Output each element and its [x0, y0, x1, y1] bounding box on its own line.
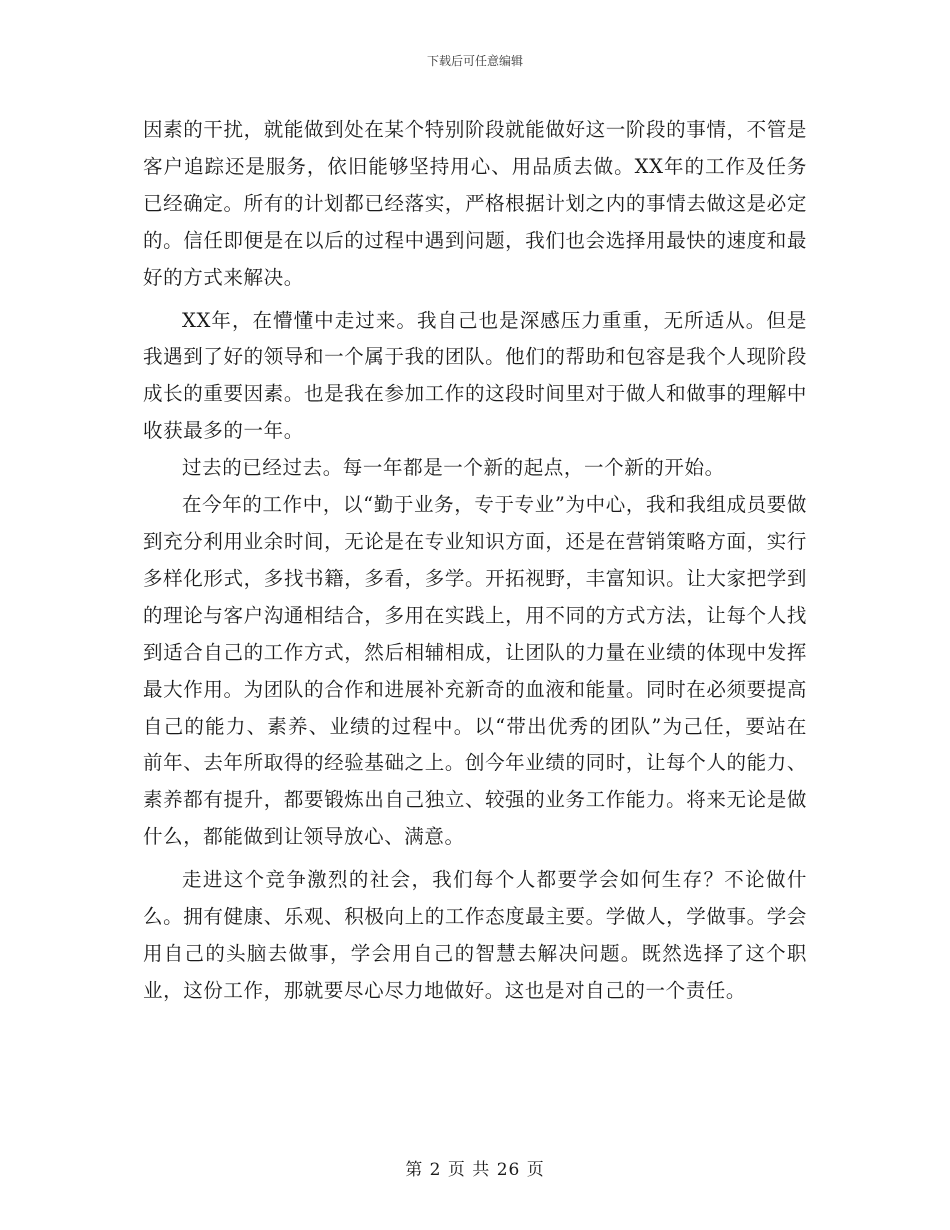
paragraph-past: 过去的已经过去。每一年都是一个新的起点，一个新的开始。 — [182, 456, 725, 480]
paragraph-continuation: 因素的干扰，就能做到处在某个特别阶段就能做好这一阶段的事情，不管是客户追踪还是服务，依旧能够坚持用心、用品质去做。XX年的工作及任务已经确定。所有的计划都已经落实，严格根据计划之内的事情去做这是必定的。信任即便是在以后的过程中遇到问题，我们也会选择用最快的速度和最好的方式来解决。 — [143, 118, 807, 289]
page-header: 下载后可任意编辑 — [426, 54, 523, 68]
paragraph-this-year-work: 在今年的工作中，以“勤于业务，专于专业”为中心，我和我组成员要做到充分利用业余时间，无论是在专业知识方面，还是在营销策略方面，实行多样化形式，多找书籍，多看，多学。开拓视野，丰富知识。让大家把学到的理论与客户沟通相结合，多用在实践上，用不同的方式方法，让每个人找到适合自己的工作方式，然后相辅相成，让团队的力量在业绩的体现中发挥最大作用。为团队的合作和进展补充新奇的血液和能量。同时在必须要提高自己的能力、素养、业绩的过程中。以“带出优秀的团队”为己任，要站在前年、去年所取得的经验基础之上。创今年业绩的同时，让每个人的能力、素养都有提升，都要锻炼出自己独立、较强的业务工作能力。将来无论是做什么，都能做到让领导放心、满意。 — [143, 493, 807, 849]
page-number: 第 2 页 共 26 页 — [405, 1160, 545, 1180]
document-body — [143, 112, 807, 1010]
paragraph-xx-year: XX年，在懵懂中走过来。我自己也是深感压力重重，无所适从。但是我遇到了好的领导和一个属于我的团队。他们的帮助和包容是我个人现阶段成长的重要因素。也是我在参加工作的这段时间里对于做人和做事的理解中收获最多的一年。 — [143, 308, 807, 443]
paragraph-society: 走进这个竞争激烈的社会，我们每个人都要学会如何生存？不论做什么。拥有健康、乐观、积极向上的工作态度最主要。学做人，学做事。学会用自己的头脑去做事，学会用自己的智慧去解决问题。既然选择了这个职业，这份工作，那就要尽心尽力地做好。这也是对自己的一个责任。 — [143, 868, 807, 1002]
